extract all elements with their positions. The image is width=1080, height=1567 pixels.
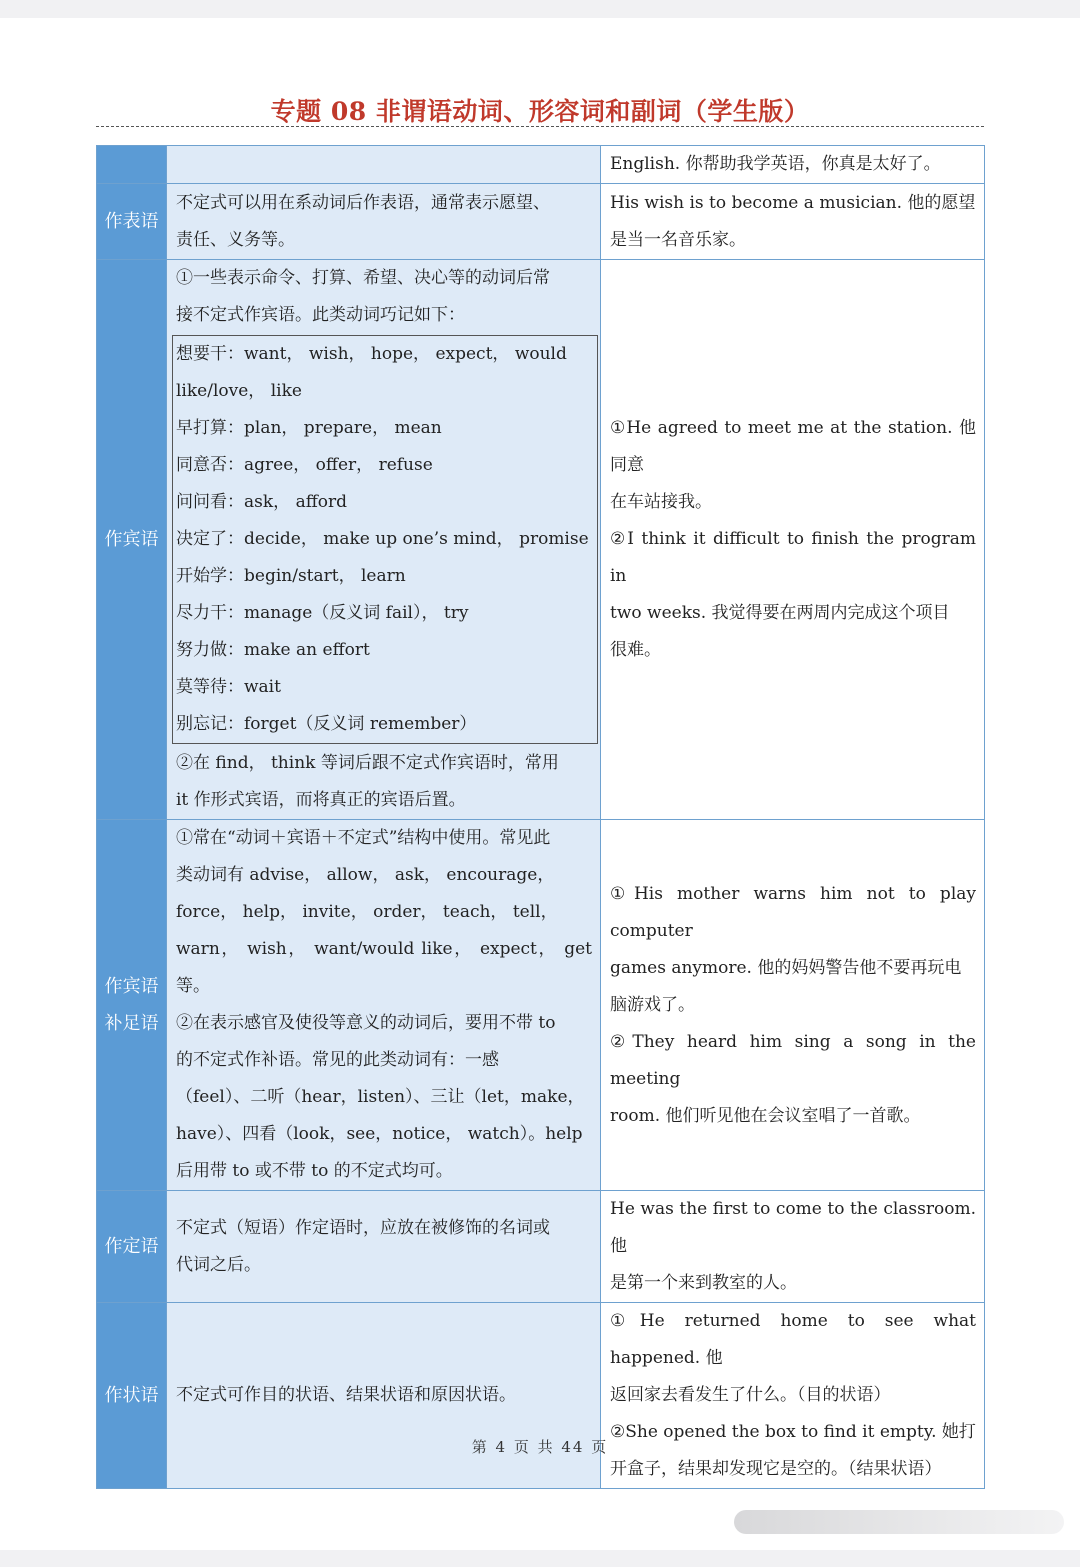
mnemonic-line: 早打算：plan， prepare， mean: [176, 418, 442, 438]
table-row-adverbial: [97, 1303, 985, 1489]
rule-line: ②在表示感官及使役等意义的动词后，要用不带 to: [176, 1013, 556, 1033]
watermark-bar: [734, 1510, 1064, 1534]
example-line: English. 你帮助我学英语，你真是太好了。: [610, 154, 941, 174]
mnemonic-line: 问问看：ask， afford: [176, 492, 348, 512]
rule-line: it 作形式宾语，而将真正的宾语后置。: [176, 790, 466, 810]
rule-line: force， help， invite， order， teach， tell，: [176, 902, 558, 922]
example-cell: [601, 184, 985, 260]
table-row-object: [97, 260, 985, 820]
example-line: ①He agreed to meet me at the station. 他同意: [610, 418, 976, 475]
row-label-line: 作宾语: [104, 976, 159, 997]
rule-line: ①常在“动词＋宾语＋不定式”结构中使用。常见此: [176, 828, 551, 848]
rule-line: 类动词有 advise， allow， ask， encourage，: [176, 865, 555, 885]
row-label: 作表语: [97, 184, 167, 260]
example-line: two weeks. 我觉得要在两周内完成这个项目: [610, 603, 950, 623]
example-line: 是当一名音乐家。: [610, 229, 746, 250]
table-row-predicative: [97, 184, 985, 260]
rule-cell: [167, 260, 601, 820]
example-cell: [601, 260, 985, 820]
mnemonic-line: 决定了：decide， make up one’s mind， promise: [176, 529, 589, 549]
row-label: 作状语: [97, 1303, 167, 1489]
rule-line: warn， wish， want/would like， expect， get 等。: [176, 939, 592, 996]
example-line: 很难。: [610, 640, 661, 660]
page-title: 专题 08 非谓语动词、形容词和副词（学生版）: [270, 97, 810, 126]
title-divider: [96, 126, 984, 127]
table-row-attributive: [97, 1191, 985, 1303]
page-number: 第 4 页 共 44 页: [471, 1438, 609, 1456]
rule-cell: [167, 1303, 601, 1489]
example-line: ②She opened the box to find it empty. 她打: [610, 1422, 976, 1442]
rule-cell: [167, 1191, 601, 1303]
rule-line: 责任、义务等。: [176, 229, 295, 250]
mnemonic-line: 尽力干：manage（反义词 fail）， try: [176, 603, 469, 623]
row-label: [97, 146, 167, 184]
example-cell: [601, 146, 985, 184]
rule-line: ①一些表示命令、打算、希望、决心等的动词后常: [176, 268, 550, 288]
mnemonic-line: 开始学：begin/start， learn: [176, 566, 406, 586]
row-label: 作宾语: [97, 260, 167, 820]
mnemonic-box: [172, 335, 598, 744]
mnemonic-line: 努力做：make an effort: [176, 640, 370, 660]
mnemonic-line: 想要干：want， wish， hope， expect， would: [176, 344, 567, 364]
example-cell: [601, 1191, 985, 1303]
row-label: [97, 820, 167, 1191]
example-line: 返回家去看发生了什么。（目的状语）: [610, 1385, 891, 1405]
mnemonic-line: like/love， like: [176, 381, 302, 401]
rule-line: 接不定式作宾语。此类动词巧记如下：: [176, 305, 465, 325]
rule-cell: [167, 184, 601, 260]
rule-line: （feel）、二听（hear，listen）、三让（let，make，: [176, 1087, 585, 1107]
example-line: His wish is to become a musician. 他的愿望: [610, 192, 976, 213]
example-line: 在车站接我。: [610, 492, 712, 512]
bottom-strip: [0, 1550, 1080, 1567]
example-cell: [601, 820, 985, 1191]
rule-line: ②在 find， think 等词后跟不定式作宾语时，常用: [176, 753, 559, 773]
example-line: games anymore. 他的妈妈警告他不要再玩电: [610, 957, 962, 978]
rule-cell: [167, 146, 601, 184]
rule-line: 后用带 to 或不带 to 的不定式均可。: [176, 1161, 453, 1181]
mnemonic-line: 别忘记：forget（反义词 remember）: [176, 714, 477, 734]
example-line: ①He returned home to see what happened. 他: [610, 1311, 976, 1368]
mnemonic-line: 莫等待：wait: [176, 677, 281, 697]
example-line: ①His mother warns him not to play computer: [610, 883, 976, 941]
rule-cell: [167, 820, 601, 1191]
grammar-table: [96, 145, 985, 1489]
example-line: 脑游戏了。: [610, 994, 695, 1015]
example-line: room. 他们听见他在会议室唱了一首歌。: [610, 1105, 921, 1126]
row-label-line: 补足语: [104, 1013, 159, 1034]
example-line: 是第一个来到教室的人。: [610, 1273, 797, 1293]
rule-line: 不定式可作目的状语、结果状语和原因状语。: [176, 1385, 516, 1405]
rule-line: 的不定式作补语。常见的此类动词有：一感: [176, 1050, 499, 1070]
example-line: ②I think it difficult to finish the program in: [610, 529, 976, 586]
table-row-continuation: [97, 146, 985, 184]
example-line: 开盒子，结果却发现它是空的。（结果状语）: [610, 1459, 942, 1479]
table-row-object-complement: [97, 820, 985, 1191]
rule-line: have）、四看（look，see，notice， watch）。help: [176, 1124, 583, 1144]
top-strip: [0, 0, 1080, 18]
example-cell: [601, 1303, 985, 1489]
example-line: ②They heard him sing a song in the meeting: [610, 1031, 976, 1089]
rule-line: 不定式（短语）作定语时，应放在被修饰的名词或: [176, 1217, 550, 1238]
rule-line: 代词之后。: [176, 1254, 261, 1275]
row-label: 作定语: [97, 1191, 167, 1303]
mnemonic-line: 同意否：agree， offer， refuse: [176, 455, 433, 475]
rule-line: 不定式可以用在系动词后作表语，通常表示愿望、: [176, 192, 550, 213]
example-line: He was the first to come to the classroom. 他: [610, 1199, 976, 1256]
